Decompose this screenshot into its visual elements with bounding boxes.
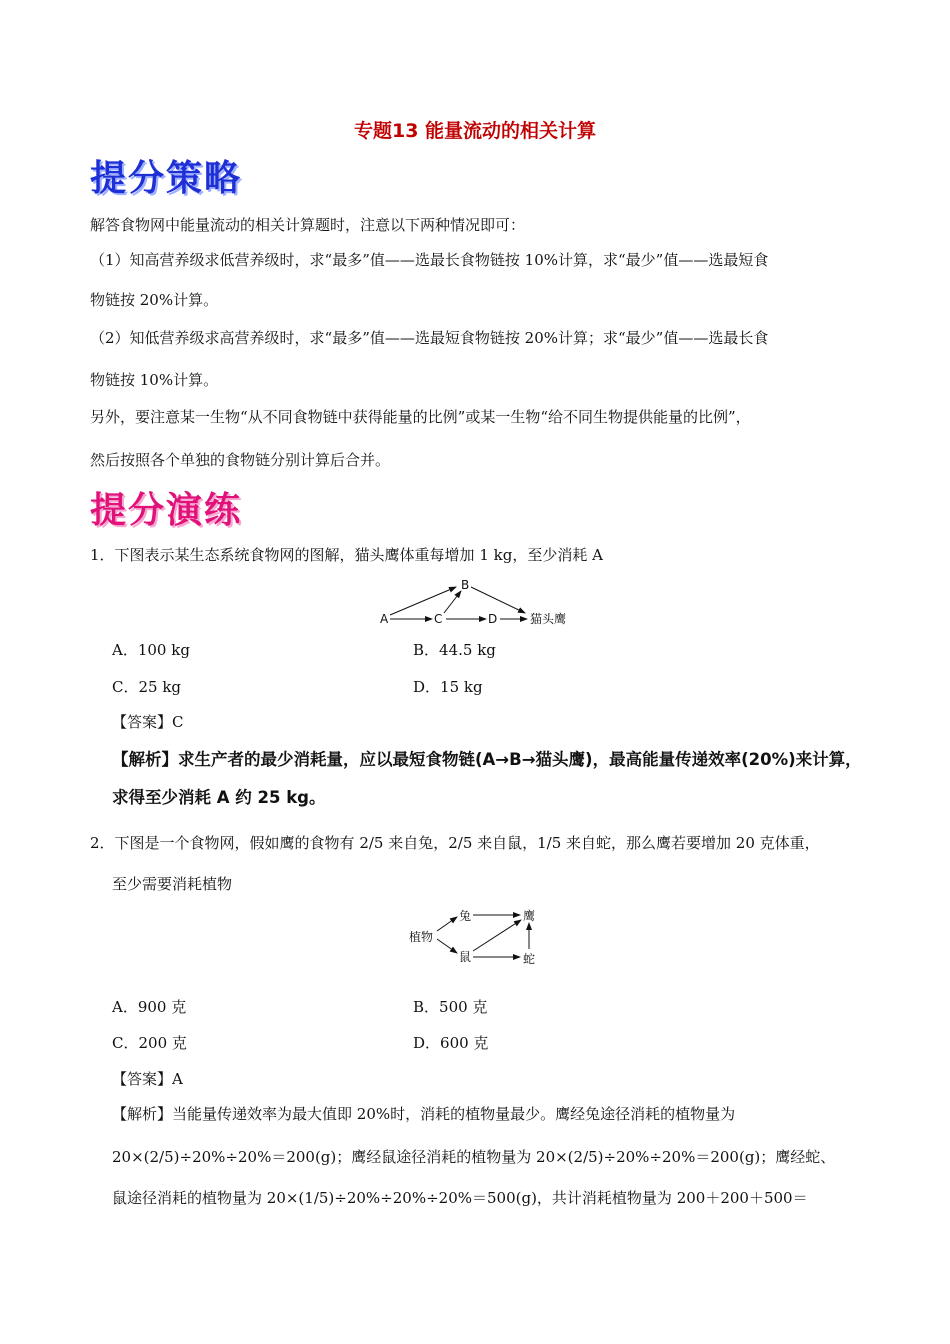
practice-banner: 提分演练 (90, 490, 243, 531)
q2-node-rabbit: 兔 (459, 909, 472, 923)
q1-option-a: A．100 kg (112, 641, 190, 659)
q2-node-eagle: 鹰 (523, 909, 536, 923)
q1-analysis-line1: 【解析】求生产者的最少消耗量，应以最短食物链(A→B→猫头鹰)，最高能量传递效率(20%)来计算， (112, 750, 862, 769)
strategy-intro: 解答食物网中能量流动的相关计算题时，注意以下两种情况即可： (90, 216, 526, 234)
q2-node-mouse: 鼠 (459, 950, 472, 964)
q2-food-web-diagram (405, 903, 555, 969)
q1-food-web-diagram (370, 575, 580, 630)
q2-stem-line2: 至少需要消耗植物 (112, 875, 233, 893)
strategy-extra-line1: 另外，要注意某一生物“从不同食物链中获得能量的比例”或某一生物“给不同生物提供能量的比例”， (90, 408, 751, 426)
q1-option-c: C．25 kg (112, 678, 182, 696)
strategy-banner: 提分策略 (90, 158, 243, 199)
q1-node-b: B (461, 578, 470, 592)
q1-answer: 【答案】C (112, 713, 184, 731)
page-title: 专题13 能量流动的相关计算 (353, 120, 597, 142)
strategy-item1-line2: 物链按 20%计算。 (90, 291, 219, 309)
q2-option-b: B．500 克 (413, 998, 488, 1016)
q2-analysis-line2: 20×(2/5)÷20%÷20%＝200(g)；鹰经鼠途径消耗的植物量为 20×(2/5)÷20%÷20%＝200(g)；鹰经蛇、 (112, 1148, 836, 1166)
strategy-item1-line1: （1）知高营养级求低营养级时，求“最多”值——选最长食物链按 10%计算，求“最少”值——选最短食 (90, 251, 769, 269)
q2-stem-line1: 2．下图是一个食物网，假如鹰的食物有 2/5 来自兔，2/5 来自鼠，1/5 来自蛇，那么鹰若要增加 20 克体重， (90, 834, 820, 852)
q1-option-b: B．44.5 kg (413, 641, 496, 659)
q2-analysis-line3: 鼠途径消耗的植物量为 20×(1/5)÷20%÷20%÷20%＝500(g)，共计消耗植物量为 200＋200＋500＝ (112, 1189, 808, 1207)
q2-option-d: D．600 克 (413, 1034, 489, 1052)
q1-node-owl: 猫头鹰 (530, 612, 567, 626)
q1-analysis-line2: 求得至少消耗 A 约 25 kg。 (112, 788, 326, 807)
q2-option-c: C．200 克 (112, 1034, 187, 1052)
q1-option-d: D．15 kg (413, 678, 483, 696)
q2-node-snake: 蛇 (523, 952, 536, 966)
strategy-extra-line2: 然后按照各个单独的食物链分别计算后合并。 (90, 451, 391, 469)
q1-stem: 1．下图表示某生态系统食物网的图解，猫头鹰体重每增加 1 kg，至少消耗 A (90, 546, 603, 564)
q2-node-plant: 植物 (409, 930, 434, 944)
strategy-item2-line1: （2）知低营养级求高营养级时，求“最多”值——选最短食物链按 20%计算；求“最少”值——选最长食 (90, 329, 769, 347)
strategy-item2-line2: 物链按 10%计算。 (90, 371, 219, 389)
q1-node-a: A (380, 612, 389, 626)
q2-option-a: A．900 克 (112, 998, 187, 1016)
q2-analysis-line1: 【解析】当能量传递效率为最大值即 20%时，消耗的植物量最少。鹰经兔途径消耗的植物量为 (112, 1105, 736, 1123)
q1-node-c: C (434, 612, 443, 626)
q2-answer: 【答案】A (112, 1070, 183, 1088)
q1-node-d: D (488, 612, 498, 626)
